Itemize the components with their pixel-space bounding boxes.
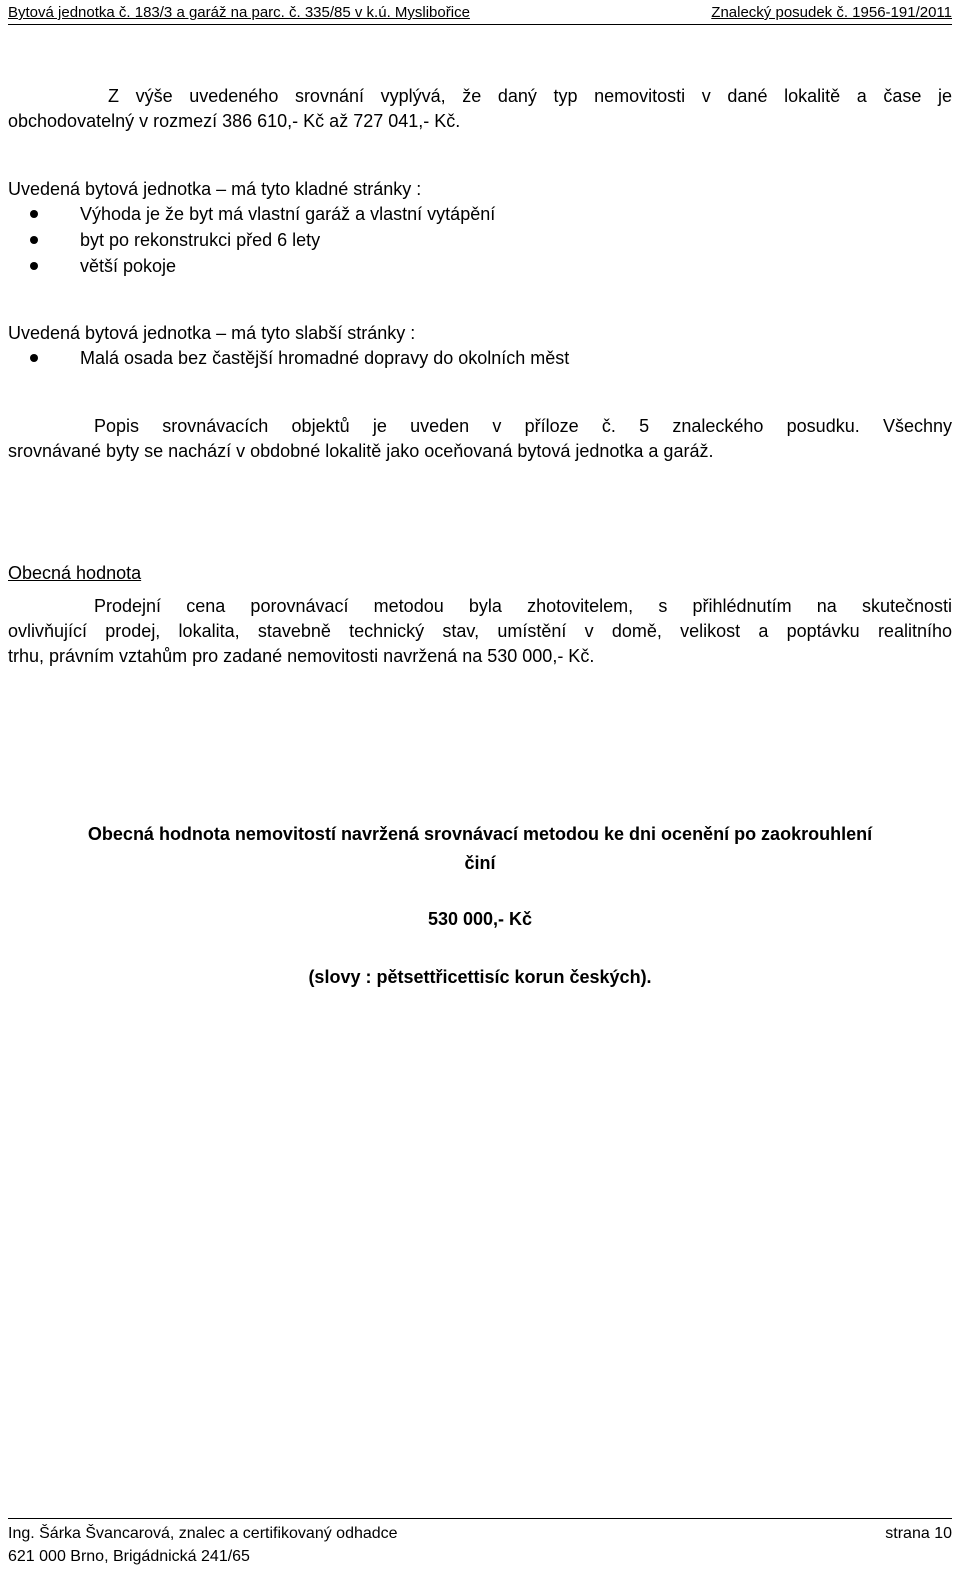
positives-item-1: Výhoda je že byt má vlastní garáž a vlastní vytápění: [80, 204, 496, 224]
comparison-paragraph-line-1: Popis srovnávacích objektů je uveden v příloze č. 5 znaleckého posudku. Všechny: [94, 416, 952, 436]
positives-item-3: větší pokoje: [80, 256, 177, 276]
bullet-dot: [30, 210, 38, 218]
general-value-line-2: ovlivňující prodej, lokalita, stavebně technický stav, umístění v domě, velikost a poptávku realitního: [8, 621, 952, 641]
bullet-dot: [30, 354, 38, 362]
range-paragraph-line-2: obchodovatelný v rozmezí 386 610,- Kč až 727 041,- Kč.: [8, 111, 461, 131]
conclusion-amount-in-words: (slovy : pětsettřicettisíc korun českých).: [308, 967, 652, 987]
page-header: [8, 2, 952, 25]
bullet-dot: [30, 262, 38, 270]
general-value-title: Obecná hodnota: [8, 563, 142, 583]
negatives-heading: Uvedená bytová jednotka – má tyto slabší stránky :: [8, 323, 416, 343]
conclusion-line-2: činí: [464, 853, 496, 873]
footer-address: 621 000 Brno, Brigádnická 241/65: [8, 1548, 250, 1565]
general-value-line-1: Prodejní cena porovnávací metodou byla zhotovitelem, s přihlédnutím na skutečnosti: [94, 596, 952, 616]
conclusion-amount: 530 000,- Kč: [427, 909, 533, 929]
header-document-subject: Bytová jednotka č. 183/3 a garáž na parc. č. 335/85 v k.ú. Myslibořice: [8, 4, 470, 21]
negatives-item-1: Malá osada bez častější hromadné dopravy do okolních měst: [80, 348, 570, 368]
footer-author: Ing. Šárka Švancarová, znalec a certifikovaný odhadce: [8, 1525, 398, 1542]
conclusion-line-1: Obecná hodnota nemovitostí navržená srovnávací metodou ke dni ocenění po zaokrouhlení: [87, 824, 873, 844]
positives-heading: Uvedená bytová jednotka – má tyto kladné stránky :: [8, 179, 422, 199]
comparison-paragraph-line-2: srovnávané byty se nachází v obdobné lokalitě jako oceňovaná bytová jednotka a garáž.: [8, 441, 714, 461]
general-value-line-3: trhu, právním vztahům pro zadané nemovitosti navržená na 530 000,- Kč.: [8, 646, 595, 666]
range-paragraph-line-1: Z výše uvedeného srovnání vyplývá, že daný typ nemovitosti v dané lokalitě a čase je: [108, 86, 952, 106]
header-report-number: Znalecký posudek č. 1956-191/2011: [711, 4, 952, 21]
page-footer: [8, 1518, 952, 1565]
bullet-dot: [30, 236, 38, 244]
positives-item-2: byt po rekonstrukci před 6 lety: [80, 230, 321, 250]
footer-page-number: strana 10: [885, 1525, 952, 1542]
